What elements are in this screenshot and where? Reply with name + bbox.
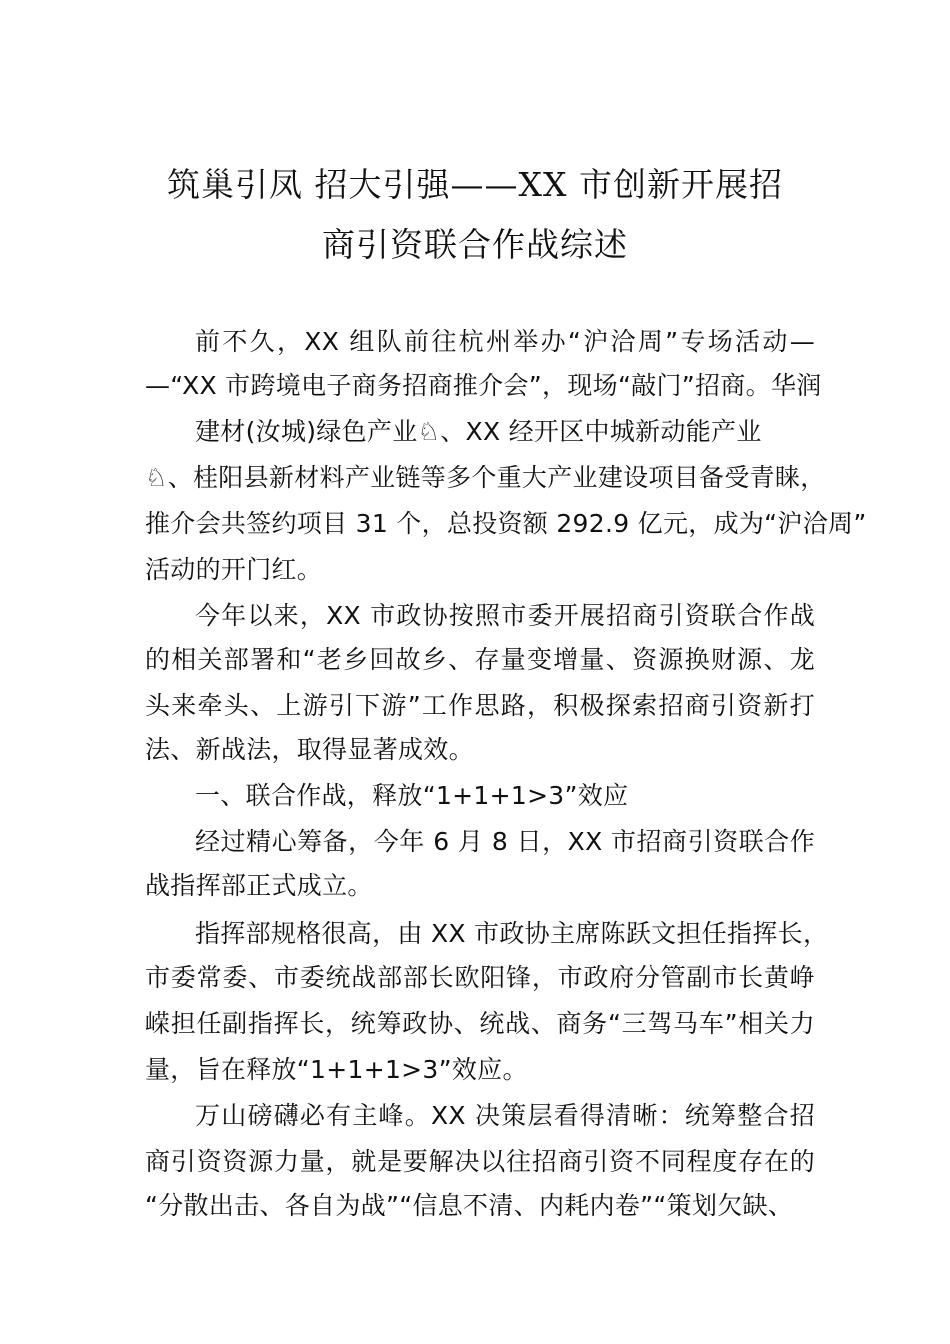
paragraph-line: 量，旨在释放“1+1+1>3”效应。 (145, 1055, 528, 1084)
paragraph-line: 头来牵头、上游引下游”工作思路，积极探索招商引资新打 (145, 691, 815, 720)
paragraph-line: —“XX 市跨境电子商务招商推介会”，现场“敲门”招商。华润 (145, 371, 822, 400)
paragraph-line: 万山磅礴必有主峰。XX 决策层看得清晰：统筹整合招 (195, 1101, 815, 1130)
paragraph-line: 指挥部规格很高，由 XX 市政协主席陈跃文担任指挥长， (195, 919, 829, 948)
paragraph-line: 前不久，XX 组队前往杭州举办“沪洽周”专场活动— (195, 327, 815, 356)
paragraph-line: 建材(汝城)绿色产业♘、XX 经开区中城新动能产业 (195, 417, 762, 446)
paragraph-line: 今年以来，XX 市政协按照市委开展招商引资联合作战 (195, 601, 815, 630)
paragraph-line: 的相关部署和“老乡回故乡、存量变增量、资源换财源、龙 (145, 645, 815, 674)
document-title-line-2: 商引资联合作战综述 (322, 225, 628, 264)
section-heading: 一、联合作战，释放“1+1+1>3”效应 (195, 781, 629, 810)
paragraph-line: 嵘担任副指挥长，统筹政协、统战、商务“三驾马车”相关力 (145, 1009, 815, 1038)
paragraph-line: 战指挥部正式成立。 (145, 871, 373, 900)
paragraph-line: 法、新战法，取得显著成效。 (145, 735, 474, 764)
paragraph-line: 商引资资源力量，就是要解决以往招商引资不同程度存在的 (145, 1147, 815, 1176)
document-title-line-1: 筑巢引凤 招大引强——XX 市创新开展招 (167, 165, 783, 204)
paragraph-line: 经过精心筹备，今年 6 月 8 日，XX 市招商引资联合作 (195, 827, 815, 856)
paragraph-line: 活动的开门红。 (145, 555, 323, 584)
paragraph-line: 市委常委、市委统战部部长欧阳锋，市政府分管副市长黄峥 (145, 963, 815, 992)
paragraph-line: “分散出击、各自为战”“信息不清、内耗内卷”“策划欠缺、 (145, 1191, 794, 1220)
paragraph-line: 推介会共签约项目 31 个，总投资额 292.9 亿元，成为“沪洽周” (145, 509, 867, 538)
paragraph-line: ♘、桂阳县新材料产业链等多个重大产业建设项目备受青睐， (145, 463, 826, 492)
